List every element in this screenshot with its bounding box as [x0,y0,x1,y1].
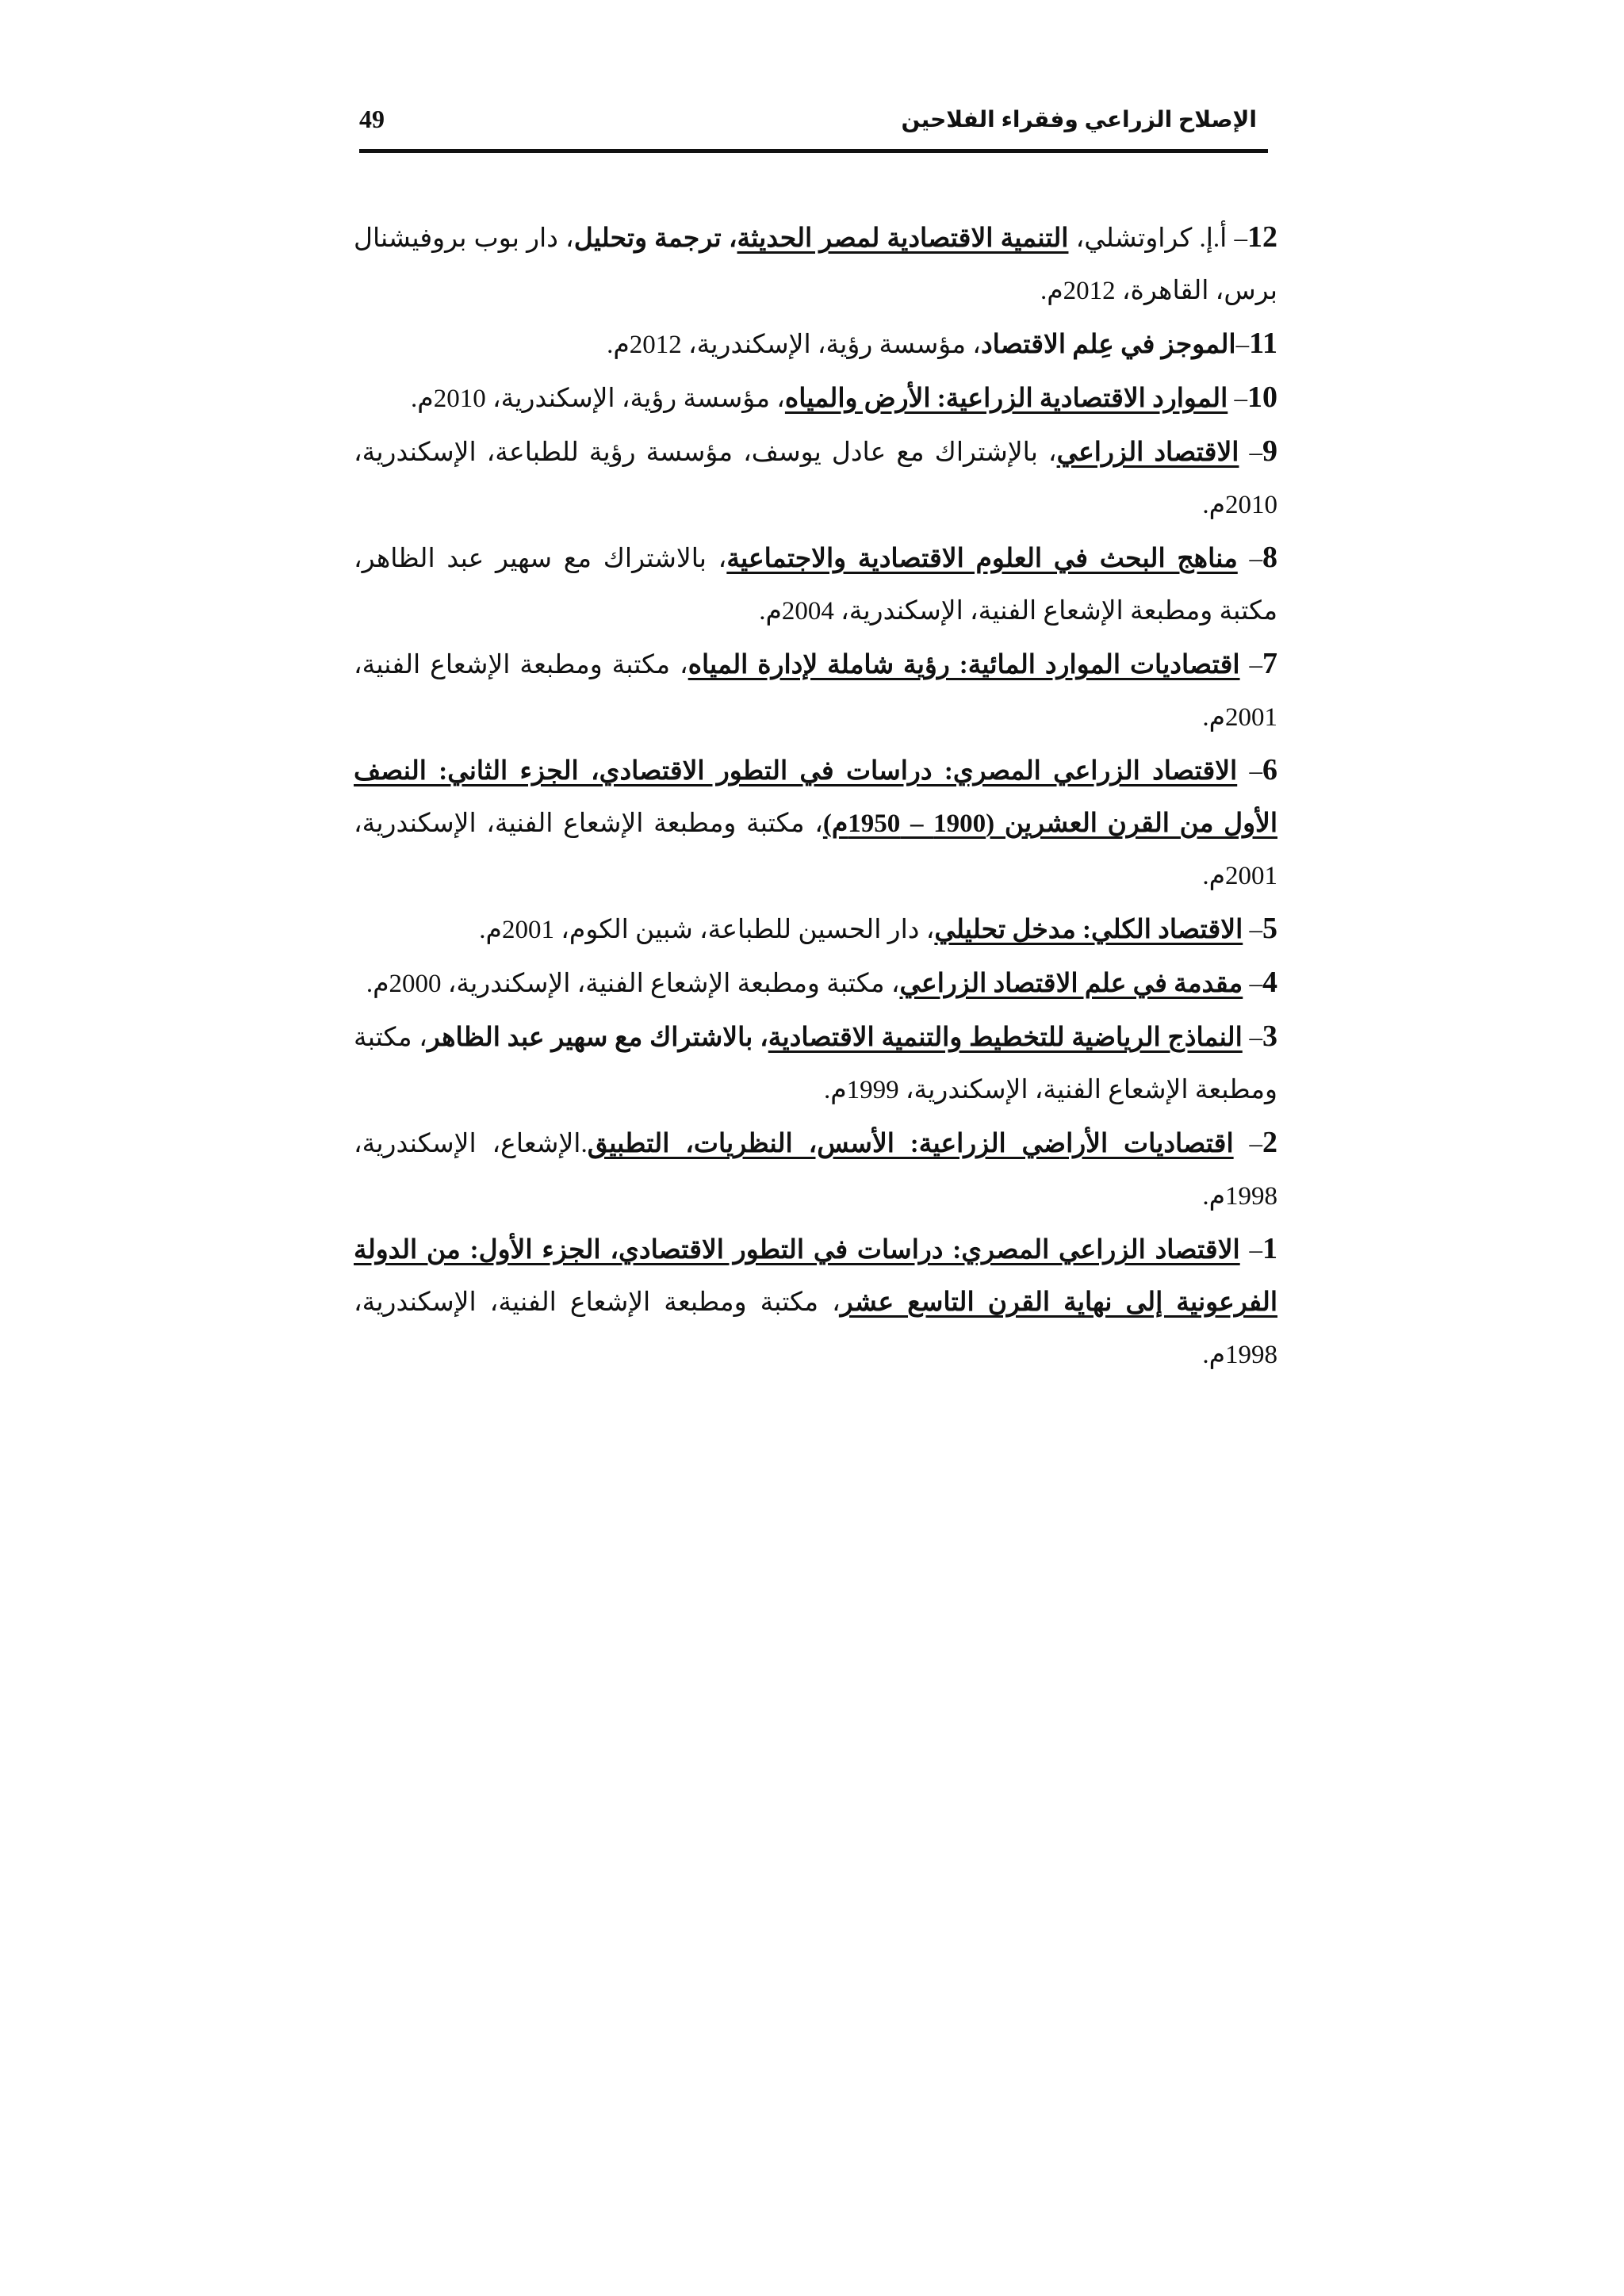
item-number: 9 [1262,434,1277,468]
list-item [354,637,1277,744]
page-number: 49 [359,105,385,133]
item-dash: – [1242,1024,1263,1052]
item-number: 10 [1247,381,1277,414]
item-dash: – [1243,970,1262,998]
list-item [354,1116,1277,1223]
item-publication: ، دار الحسين للطباعة، شبين الكوم، 2001م. [479,916,935,944]
reference-list [354,211,1277,1381]
item-number: 3 [1262,1020,1278,1053]
item-number: 5 [1262,912,1277,945]
item-publication: ، مكتبة ومطبعة الإشعاع الفنية، الإسكندرية، 1999م. [354,1024,1277,1104]
item-publication: ، مكتبة ومطبعة الإشعاع الفنية، 2001م. [354,651,1277,732]
item-number: 6 [1262,753,1277,786]
item-dash: – [1239,438,1262,467]
list-item [354,211,1277,317]
item-dash: – [1237,545,1262,573]
item-publication: ، بالاشتراك مع سهير عبد الظاهر، مكتبة ومطبعة الإشعاع الفنية، الإسكندرية، 2004م. [354,545,1277,626]
item-publication: ، مؤسسة رؤية، الإسكندرية، 2010م. [411,385,785,413]
item-bold-note: ، ترجمة وتحليل [573,224,737,253]
item-title: اقتصاديات الموارد المائية: رؤية شاملة لإدارة المياه [688,651,1240,679]
item-dash: – [1237,757,1262,786]
item-dash: – [1239,651,1262,679]
item-publication: ، مكتبة ومطبعة الإشعاع الفنية، الإسكندرية، 1998م. [354,1288,1277,1369]
item-bold-title: الموجز في عِلم الاقتصاد [980,331,1236,359]
item-title: الاقتصاد الزراعي المصري: دراسات في التطور الاقتصادي، الجزء الثاني: النصف الأول من القرن العشرين (1900 – 1950م) [354,757,1277,838]
list-item [354,1223,1277,1381]
item-number: 7 [1262,647,1277,680]
list-item [354,425,1277,531]
header-title: الإصلاح الزراعي وفقراء الفلاحين [901,107,1257,132]
item-dash: – [1239,1236,1262,1265]
item-dash: – [1243,916,1262,944]
item-number: 11 [1249,327,1277,360]
list-item [354,371,1277,425]
item-bold-note: ، بالاشتراك مع سهير عبد الظاهر [427,1024,768,1052]
item-dash: – [1235,331,1250,359]
list-item [354,317,1277,371]
item-number: 1 [1262,1232,1277,1265]
item-publication: ، مؤسسة رؤية، الإسكندرية، 2012م. [607,331,981,359]
item-title: مناهج البحث في العلوم الاقتصادية والاجتماعية [726,545,1238,573]
item-publication: ، مكتبة ومطبعة الإشعاع الفنية، الإسكندرية، 2000م. [366,970,900,998]
list-item [354,902,1277,956]
list-item [354,1010,1277,1116]
item-dash: – [1227,224,1247,253]
item-dash: – [1228,385,1247,413]
item-title: الاقتصاد الزراعي المصري: دراسات في التطور الاقتصادي، الجزء الأول: من الدولة الفرعونية إلى نهاية القرن التاسع عشر [354,1236,1277,1317]
item-number: 12 [1247,220,1277,254]
item-number: 8 [1262,541,1277,574]
item-publication: .الإشعاع، الإسكندرية، 1998م. [354,1130,1277,1211]
list-item [354,531,1277,637]
item-number: 2 [1262,1126,1278,1159]
list-item [354,956,1277,1010]
item-title: التنمية الاقتصادية لمصر الحديثة [737,224,1069,253]
item-publication: ، دار بوب بروفيشنال برس، القاهرة، 2012م. [354,224,1277,305]
item-title: مقدمة في علم الاقتصاد الزراعي [899,970,1243,998]
running-header [359,101,1268,153]
item-number: 4 [1262,966,1277,999]
item-dash: – [1233,1130,1263,1158]
item-author: أ.إ. كراوتشلي، [1068,224,1228,253]
item-title: الاقتصاد الزراعي [1056,438,1239,467]
list-item [354,744,1277,902]
item-title: الموارد الاقتصادية الزراعية: الأرض والمياه [784,385,1228,413]
item-publication: ، بالإشتراك مع عادل يوسف، مؤسسة رؤية للطباعة، الإسكندرية، 2010م. [354,438,1277,519]
item-title: الاقتصاد الكلي: مدخل تحليلي [934,916,1243,944]
item-title: النماذج الرياضية للتخطيط والتنمية الاقتصادية [768,1024,1243,1052]
item-publication: ، مكتبة ومطبعة الإشعاع الفنية، الإسكندرية، 2001م. [354,809,1277,890]
item-title: اقتصاديات الأراضي الزراعية: الأسس، النظريات، التطبيق [587,1130,1234,1158]
